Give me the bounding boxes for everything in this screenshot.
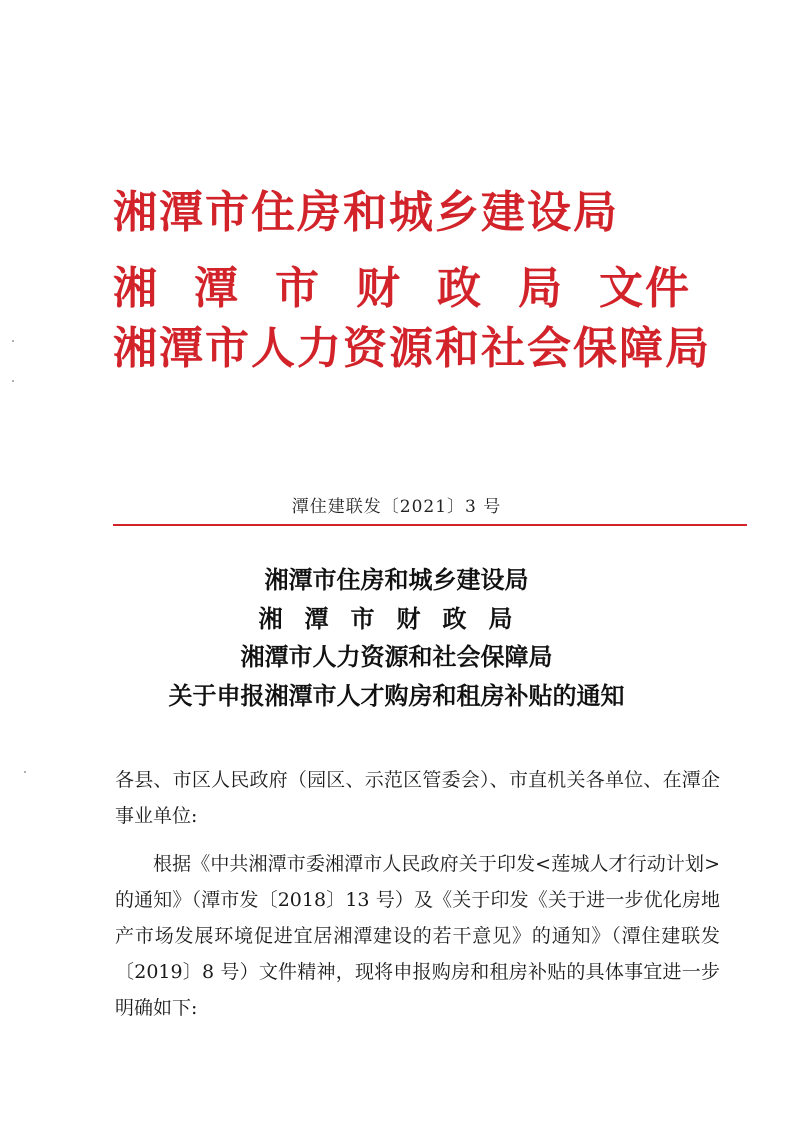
salutation: 各县、市区人民政府（园区、示范区管委会）、市直机关各单位、在潭企事业单位:	[115, 769, 720, 827]
issuer-line-2-suffix: 文件	[599, 263, 691, 314]
body-paragraph: 根据《中共湘潭市委湘潭市人民政府关于印发<莲城人才行动计划>的通知》（潭市发〔2018〕13 号）及《关于印发《关于进一步优化房地产市场发展环境促进宜居湘潭建设的若干意见》的通知》（潭住建联发〔2019〕8 号）文件精神，现将申报购房和租房补贴的具体事宜进一步明确如下:	[115, 853, 720, 1019]
document-number: 潭住建联发〔2021〕3 号	[291, 497, 502, 517]
issuer-line-1: 湘潭市住房和城乡建设局	[113, 187, 619, 238]
issuer-line-3: 湘潭市人力资源和社会保障局	[113, 323, 711, 374]
scan-speck	[24, 771, 26, 773]
document-title	[0, 561, 793, 715]
title-line-1: 湘潭市住房和城乡建设局	[264, 565, 529, 594]
red-separator-line	[113, 524, 747, 526]
title-line-2: 湘潭市财政局	[258, 603, 535, 633]
issuer-line-2	[113, 264, 691, 314]
scan-speck	[12, 380, 14, 382]
title-line-3: 湘潭市人力资源和社会保障局	[240, 642, 553, 671]
scan-speck	[12, 340, 14, 342]
issuer-line-2-name: 湘潭市财政局	[113, 263, 599, 314]
title-line-4: 关于申报湘潭市人才购房和租房补贴的通知	[168, 680, 625, 710]
